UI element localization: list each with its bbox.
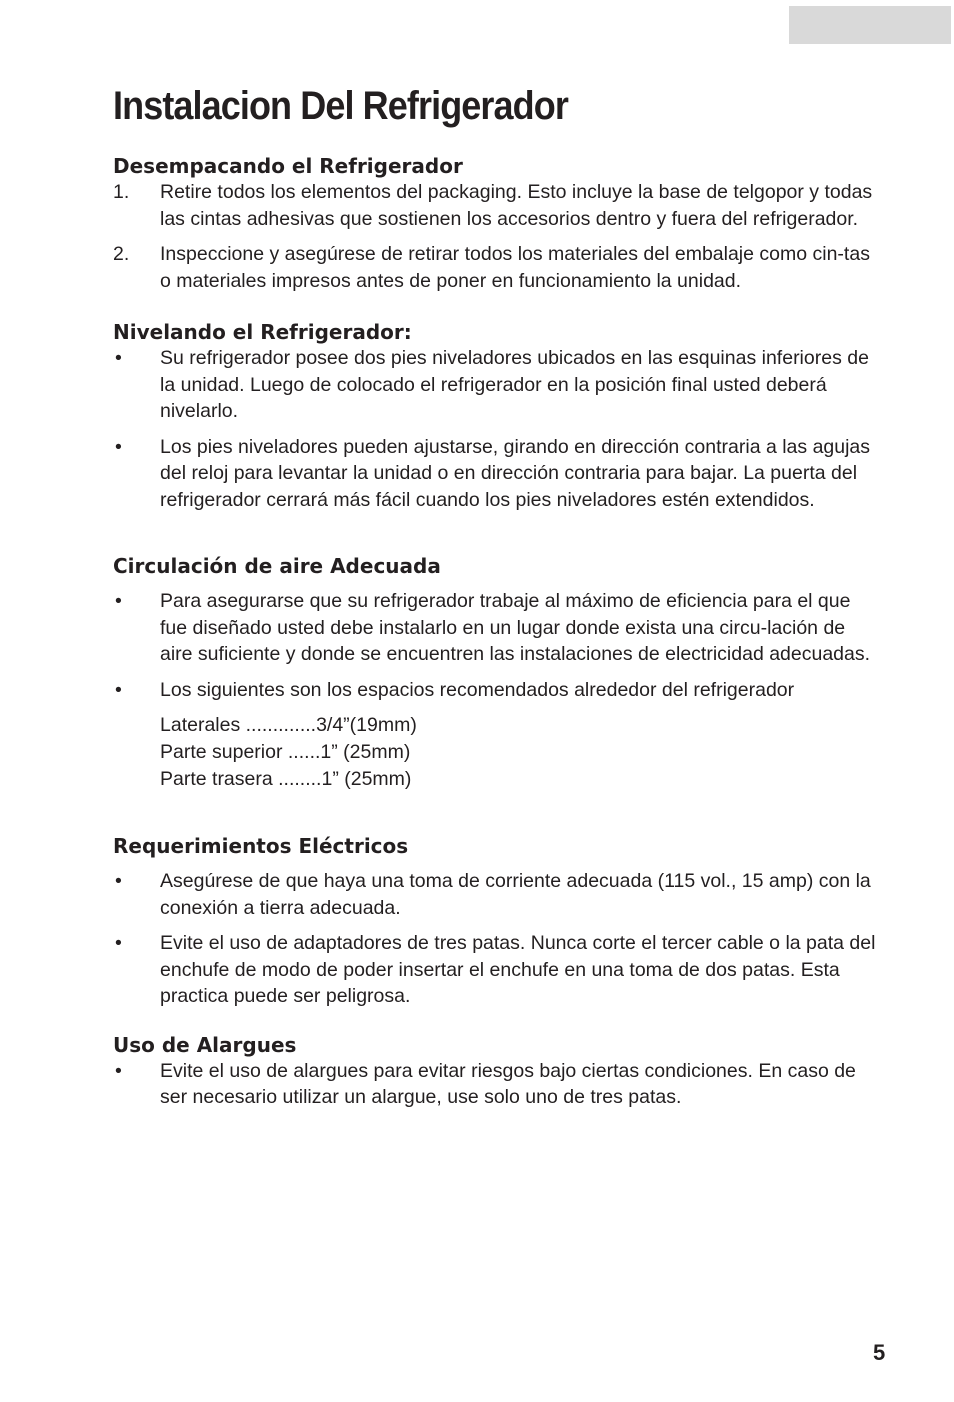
list-item-text: Asegúrese de que haya una toma de corriente adecuada (115 vol., 15 amp) con la conexión a tierra adecuada. bbox=[160, 870, 871, 919]
section-heading: Uso de Alargues bbox=[113, 1032, 297, 1057]
corner-tab bbox=[789, 6, 951, 44]
clearance-list bbox=[113, 712, 877, 793]
section-heading: Nivelando el Refrigerador: bbox=[113, 320, 412, 344]
list-item bbox=[113, 241, 877, 294]
section-heading: Circulación de aire Adecuada bbox=[113, 554, 441, 578]
page-title: Instalacion Del Refrigerador bbox=[113, 84, 568, 128]
list-item-text: Inspeccione y asegúrese de retirar todos los materiales del embalaje como cin-tas o materiales impresos antes de poner en funcionamiento la unidad. bbox=[160, 243, 870, 292]
section-air-circulation bbox=[113, 553, 877, 793]
list-item bbox=[113, 1058, 877, 1111]
clearance-back: Parte trasera ........1” (25mm) bbox=[160, 768, 412, 790]
clearance-sides: Laterales .............3/4”(19mm) bbox=[160, 714, 417, 736]
list-item bbox=[113, 434, 877, 514]
list-item bbox=[113, 930, 877, 1010]
list-item bbox=[113, 345, 877, 425]
section-extension-cords bbox=[113, 1032, 877, 1111]
page-number: 5 bbox=[873, 1340, 886, 1365]
numbered-list bbox=[113, 179, 877, 294]
bullet-marker: • bbox=[115, 678, 122, 701]
section-heading: Desempacando el Refrigerador bbox=[113, 154, 463, 178]
content-body bbox=[113, 153, 877, 1120]
list-item bbox=[113, 588, 877, 668]
bullet-marker: • bbox=[115, 1059, 122, 1082]
list-item-text: Los siguientes son los espacios recomendados alrededor del refrigerador bbox=[160, 678, 795, 701]
list-item-text: Para asegurarse que su refrigerador trabaje al máximo de eficiencia para el que fue diseñado usted debe instalarlo en un lugar donde exista una circu-lación de aire suficiente y donde se encuentren las instalaciones de electricidad adecuadas. bbox=[160, 590, 871, 665]
section-electrical bbox=[113, 833, 877, 1010]
bullet-marker: • bbox=[115, 347, 122, 369]
bullet-marker: • bbox=[115, 590, 122, 612]
clearance-top: Parte superior ......1” (25mm) bbox=[160, 741, 411, 763]
bullet-list bbox=[113, 868, 877, 1010]
list-item bbox=[113, 179, 877, 232]
list-item-text: Retire todos los elementos del packaging. Esto incluye la base de telgopor y todas las cintas adhesivas que sostienen los accesorios dentro y fuera del refrigerador. bbox=[160, 181, 873, 230]
bullet-marker: • bbox=[115, 870, 122, 892]
list-item bbox=[113, 677, 877, 704]
section-heading: Requerimientos Eléctricos bbox=[113, 834, 409, 858]
list-item-text: Evite el uso de adaptadores de tres patas. Nunca corte el tercer cable o la pata del enchufe de modo de poder insertar el enchufe en una toma de dos patas. Esta practica puede ser peligrosa. bbox=[160, 932, 876, 1007]
list-item bbox=[113, 868, 877, 921]
list-item-text: Su refrigerador posee dos pies niveladores ubicados en las esquinas inferiores de la unidad. Luego de colocado el refrigerador en la posición final usted deberá nivelarlo. bbox=[160, 347, 869, 422]
section-unpacking bbox=[113, 153, 877, 294]
list-marker: 1. bbox=[113, 181, 130, 203]
bullet-list bbox=[113, 345, 877, 513]
bullet-list bbox=[113, 588, 877, 703]
list-marker: 2. bbox=[113, 243, 130, 265]
list-item-text: Los pies niveladores pueden ajustarse, girando en dirección contraria a las agujas del reloj para levantar la unidad o en dirección contraria para bajar. La puerta del refrigerador cerrará más fácil cuando los pies niveladores estén extendidos. bbox=[160, 435, 871, 511]
bullet-marker: • bbox=[115, 435, 122, 458]
list-item-text: Evite el uso de alargues para evitar riesgos bajo ciertas condiciones. En caso de ser necesario utilizar un alargue, use solo uno de tres patas. bbox=[160, 1059, 856, 1108]
bullet-marker: • bbox=[115, 932, 122, 954]
section-leveling bbox=[113, 319, 877, 513]
bullet-list bbox=[113, 1058, 877, 1111]
